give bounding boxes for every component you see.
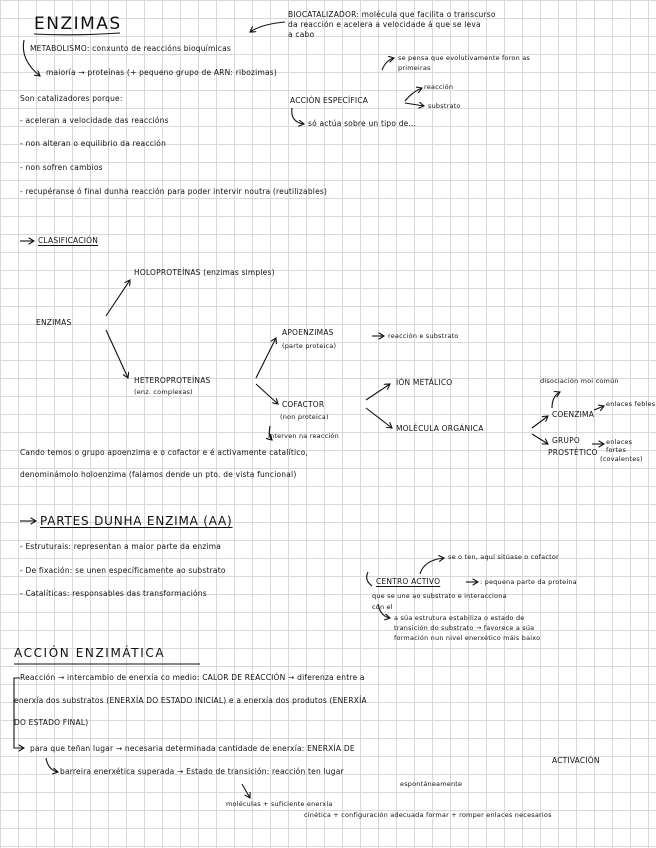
enzimas-root: ENZIMAS xyxy=(36,318,72,327)
arrow-molecula xyxy=(366,408,392,428)
arrow-holo xyxy=(106,280,130,316)
apoenzimas: APOENZIMAS xyxy=(282,328,334,337)
centro-activo: CENTRO ACTIVO xyxy=(376,577,441,586)
arrow-estado xyxy=(242,784,250,798)
evolu-note-2: primeiras xyxy=(398,64,431,72)
summary-line-2: denominámolo holoenzima (falamos dende un pto. de vista funcional) xyxy=(20,470,297,479)
estrutura-1: a súa estrutura estabiliza o estado de xyxy=(394,614,525,622)
accion-line-1: Reacción → intercambio de enerxía co medio: CALOR DE REACCIÓN → diferenza entre a xyxy=(20,673,365,682)
accion-line-3: DO ESTADO FINAL) xyxy=(14,718,89,727)
holoproteinas: HOLOPROTEÍNAS (enzimas simples) xyxy=(134,268,275,277)
grupo-note-2: fortes xyxy=(606,446,627,454)
accion-line-6: moléculas + suficiente enerxía xyxy=(226,800,333,808)
accion-line-7: cinética + configuración adecuada formar + romper enlaces necesarios xyxy=(304,811,552,819)
accion-line-5b: espontáneamente xyxy=(400,780,463,788)
summary-line-1: Cando temos o grupo apoenzima e o cofactor e é activamente catalítico, xyxy=(20,448,308,457)
arrow-evolu xyxy=(382,58,394,70)
partes-item-1: - Estruturais: representan a maior parte da enzima xyxy=(20,542,221,551)
accion-line-4: para que teñan lugar → necesaria determinada cantidade de enerxía: ENERXÍA DE xyxy=(30,744,355,753)
partes-note-top: se o ten, aquí sitúase o cofactor xyxy=(448,553,559,561)
arrow-apo xyxy=(256,338,276,378)
catalizadores-line: Son catalizadores porque: xyxy=(20,94,123,103)
biocat-def-2: da reacción e acelera a velocidade á que se leva xyxy=(288,20,481,29)
molecula-organica: MOLÉCULA ORGÁNICA xyxy=(396,424,484,433)
arrow-ion xyxy=(366,384,390,400)
estrutura-3: formación nun nivel enerxético máis baixo xyxy=(394,634,541,642)
bullet-2: - non alteran o equilibrio da reacción xyxy=(20,139,167,148)
coenzima-note: disociación moi común xyxy=(540,377,619,385)
grupo: GRUPO xyxy=(552,436,580,445)
page-title: ENZIMAS xyxy=(34,14,122,34)
arrow-so-actua xyxy=(292,108,304,124)
hetero-sub: (enz. complexas) xyxy=(134,388,193,396)
grupo-note: enlaces xyxy=(606,438,633,446)
arrow-accion-reaccion xyxy=(405,88,422,101)
arrow-coenzima xyxy=(532,416,548,428)
bullet-4: - recupéranse ó final dunha reacción para poder intervir noutra (reutilizables) xyxy=(20,187,328,196)
arrow-coenz-note2 xyxy=(594,406,604,410)
arrow-biocat xyxy=(250,22,285,32)
accion-substrato: substrato xyxy=(428,102,461,110)
estrutura-2: transición do substrato → favorece a súa xyxy=(394,624,535,632)
evolu-note: se pensa que evolutivamente foron as xyxy=(398,54,530,62)
bullet-3: - non sofren cambios xyxy=(20,163,103,172)
accion-heading: ACCIÓN ENZIMÁTICA xyxy=(14,646,166,660)
accion-line-5: barreira enerxética superada → Estado de transición: reacción ten lugar xyxy=(60,767,344,776)
heteroproteinas: HETEROPROTEÍNAS xyxy=(134,376,211,385)
biocat-def-3: a cabo xyxy=(288,30,315,39)
accion-especifica: ACCIÓN ESPECÍFICA xyxy=(290,96,369,105)
accion-reaccion: reacción xyxy=(424,83,454,91)
bracket-accion xyxy=(14,678,24,748)
bullet-1: - aceleran a velocidade das reaccións xyxy=(20,116,169,125)
ion-metalico: IÓN METÁLICO xyxy=(396,378,453,387)
prostetico: PROSTÉTICO xyxy=(548,448,598,457)
partes-item-2: - De fixación: se unen específicamente ao substrato xyxy=(20,566,226,575)
coenzima: COENZIMA xyxy=(552,410,595,419)
centro-def-3: con el xyxy=(372,603,393,611)
cofactor: COFACTOR xyxy=(282,400,325,409)
coenzima-note-2: enlaces febles xyxy=(606,400,656,408)
biocat-def: BIOCATALIZADOR: molécula que facilita o transcurso xyxy=(288,10,496,19)
accion-line-2: enerxía dos substratos (ENERXÍA DO ESTADO INICIAL) e a enerxía dos produtos (ENERXÍA xyxy=(14,696,367,705)
arrow-centro-top xyxy=(420,558,444,574)
arrow-hetero xyxy=(106,330,128,378)
arrow-accion-substrato xyxy=(405,103,424,106)
so-actua: só actúa sobre un tipo de... xyxy=(308,119,417,128)
arrow-grupo xyxy=(532,434,548,444)
centro-def-2: que se une ao substrato e interacciona xyxy=(372,592,507,600)
arrow-barreira xyxy=(46,758,58,772)
partes-item-3: - Catalíticas: responsables das transformacións xyxy=(20,589,207,598)
arrow-cofactor xyxy=(256,384,278,404)
apo-sub: (parte proteica) xyxy=(282,342,337,350)
accion-line-4b: ACTIVACIÓN xyxy=(552,756,600,765)
metabolismo-line: METABOLISMO: conxunto de reaccións bioquímicas xyxy=(30,44,231,53)
cofactor-sub: (non proteica) xyxy=(280,413,329,421)
cofactor-note: interven na reacción xyxy=(268,432,339,440)
grupo-note-3: (covalentes) xyxy=(600,455,643,463)
clasif-heading: CLASIFICACIÓN xyxy=(38,236,99,245)
maioria-line: maioría → proteínas (+ pequeno grupo de ARN: ribozimas) xyxy=(46,68,277,77)
partes-heading: PARTES DUNHA ENZIMA (AA) xyxy=(40,514,233,528)
centro-def: : pequena parte da proteína xyxy=(480,578,577,586)
arrow-coenz-note xyxy=(552,392,560,408)
bracket-centro xyxy=(367,572,372,586)
apo-note: reacción e substrato xyxy=(388,332,459,340)
